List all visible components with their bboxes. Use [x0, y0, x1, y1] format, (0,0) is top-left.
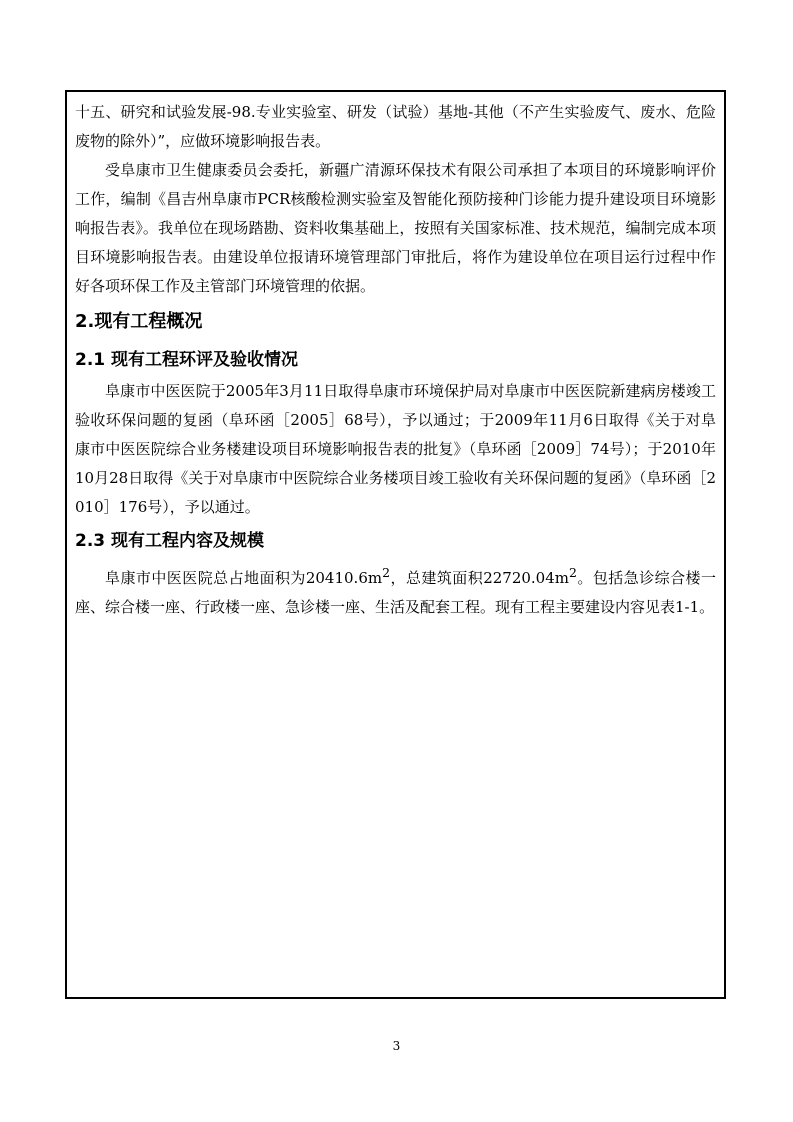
paragraph-category-continuation: 十五、研究和试验发展-98.专业实验室、研发（试验）基地-其他（不产生实验废气、废水、危险废物的除外）”，应做环境影响报告表。 [75, 103, 716, 150]
content-scale-text-2: ，总建筑面积22720.04m [390, 569, 569, 587]
superscript-square-1: 2 [382, 565, 391, 580]
subsection-heading-content-scale: 2.3 现有工程内容及规模 [75, 531, 265, 551]
content-scale-text-3: 。包括急诊综合楼一座、综合楼一座、行政楼一座、急诊楼一座、生活及配套工程。现有工程主要建设内容见表1-1。 [75, 569, 716, 616]
content-scale-text-1: 阜康市中医医院总占地面积为20410.6m [105, 569, 383, 587]
superscript-square-2: 2 [569, 565, 577, 580]
paragraph-commission: 受阜康市卫生健康委员会委托，新疆广清源环保技术有限公司承担了本项目的环境影响评价工作，编制《昌吉州阜康市PCR核酸检测实验室及智能化预防接种门诊能力提升建设项目环境影响报告表》。我单位在现场踏勘、资料收集基础上，按照有关国家标准、技术规范，编制完成本项目环境影响报告表。由建设单位报请环境管理部门审批后，将作为建设单位在项目运行过程中作好各项环保工作及主管部门环境管理的依据。 [75, 161, 716, 295]
report-frame [65, 90, 726, 999]
paragraph-content-scale [75, 558, 716, 622]
section-heading-existing-project: 2.现有工程概况 [75, 311, 203, 332]
subsection-heading-eia-acceptance: 2.1 现有工程环评及验收情况 [75, 350, 299, 370]
page-number: 3 [392, 1039, 401, 1053]
paragraph-eia-acceptance: 阜康市中医医院于2005年3月11日取得阜康市环境保护局对阜康市中医医院新建病房楼竣工验收环保问题的复函（阜环函［2005］68号），予以通过；于2009年11月6日取得《关于对阜康市中医医院综合业务楼建设项目环境影响报告表的批复》（阜环函［2009］74号）；于2010年10月28日取得《关于对阜康市中医院综合业务楼项目竣工验收有关环保问题的复函》（阜环函［2010］176号），予以通过。 [75, 382, 716, 516]
report-content [75, 98, 716, 622]
